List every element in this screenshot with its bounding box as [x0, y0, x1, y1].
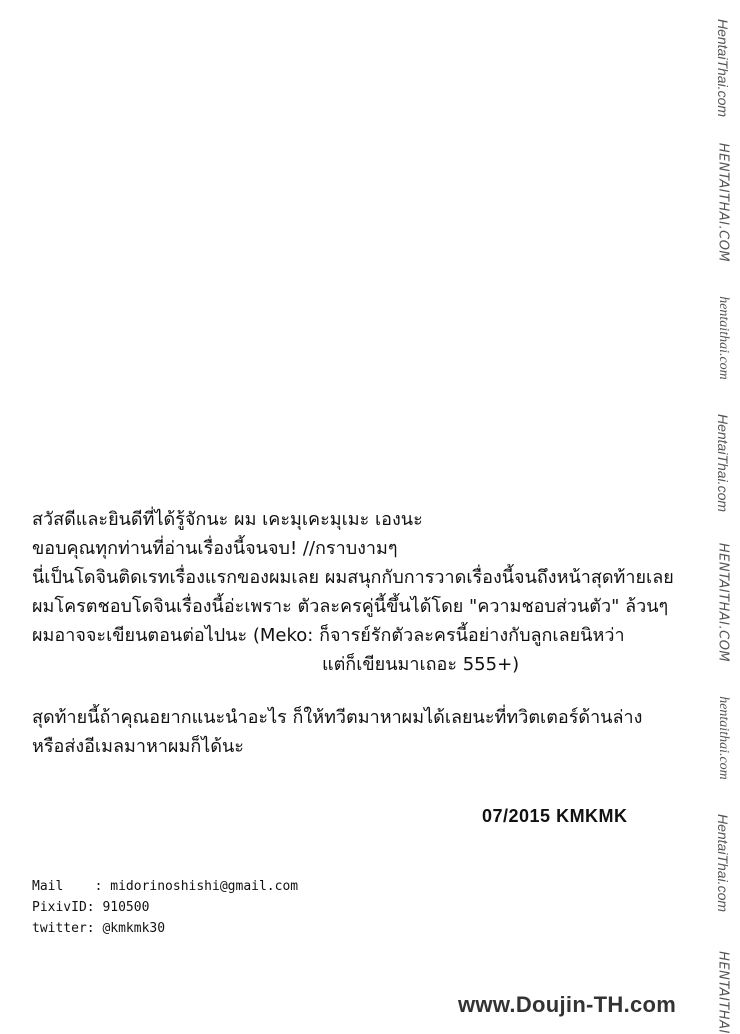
message-line: ผมโครตชอบโดจินเรื่องนี้อ่ะเพราะ ตัวละครคู่นี้ขึ้นได้โดย "ความชอบส่วนตัว" ล้วนๆ [32, 596, 669, 617]
watermark-text: HENTAITHAI [715, 951, 731, 1034]
watermark-text: hentaithai.com [716, 696, 731, 780]
watermark-text: hentaithai.com [716, 296, 731, 380]
contact-pixiv: PixivID: 910500 [32, 900, 150, 915]
message-line: ผมอาจจะเขียนตอนต่อไปนะ (Meko: ก็จารย์รักตัวละครนี้อย่างกับลูกเลยนิหว่า [32, 625, 625, 646]
date-signature: 07/2015 KMKMK [482, 806, 628, 826]
closing-line: หรือส่งอีเมลมาหาผมก็ได้นะ [32, 736, 244, 757]
contact-mail: Mail : midorinoshishi@gmail.com [32, 879, 299, 894]
message-line: นี่เป็นโดจินติดเรทเรื่องแรกของผมเลย ผมสนุกกับการวาดเรื่องนี้จนถึงหน้าสุดท้ายเลย [32, 567, 674, 588]
site-url-footer: www.Doujin-TH.com [458, 992, 677, 1017]
watermark-text: HentaiThai.com [715, 813, 731, 913]
contact-info [32, 876, 298, 939]
watermark-text: HentaiThai.com [715, 413, 731, 513]
watermark-text: HentaiThai.com [715, 18, 731, 118]
paragraph-gap [32, 679, 712, 703]
message-line: ขอบคุณทุกท่านที่อ่านเรื่องนี้จนจบ! //กราบงามๆ [32, 538, 398, 559]
contact-twitter: twitter: @kmkmk30 [32, 921, 166, 936]
message-line: สวัสดีและยินดีที่ได้รู้จักนะ ผม เคะมุเคะมุเมะ เองนะ [32, 509, 423, 530]
message-line: แต่ก็เขียนมาเถอะ 555+) [322, 654, 520, 675]
watermark-text: HENTAITHAI.COM [715, 542, 731, 663]
closing-line: สุดท้ายนี้ถ้าคุณอยากแนะนำอะไร ก็ให้ทวีตมาหาผมได้เลยนะที่ทวิตเตอร์ด้านล่าง [32, 707, 643, 728]
watermark-text: HENTAITHAI.COM [715, 142, 731, 263]
author-message [32, 505, 712, 761]
